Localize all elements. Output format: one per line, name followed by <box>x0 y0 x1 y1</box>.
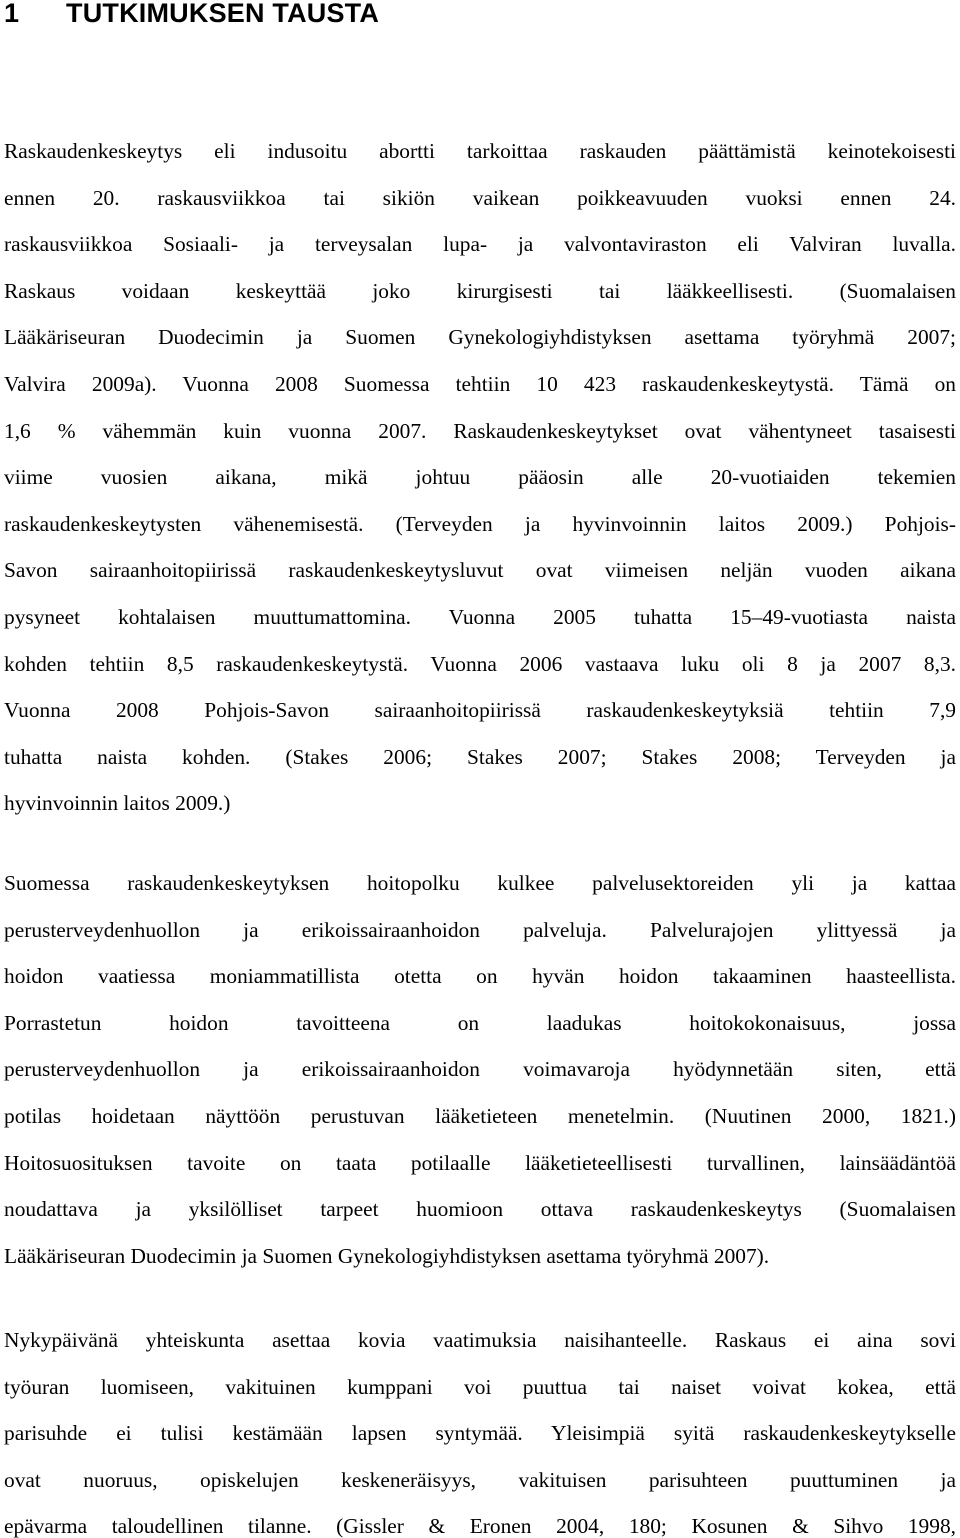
text-line: tuhatta naista kohden. (Stakes 2006; Stakes 2007; Stakes 2008; Terveyden ja <box>4 744 956 769</box>
section-number: 1 <box>4 0 20 28</box>
text-line: viime vuosien aikana, mikä johtuu pääosin alle 20-vuotiaiden tekemien <box>4 465 956 490</box>
text-line: hyvinvoinnin laitos 2009.) <box>4 791 231 816</box>
text-line: ovat nuoruus, opiskelujen keskeneräisyys, vakituisen parisuhteen puuttuminen ja <box>4 1467 956 1492</box>
section-title: TUTKIMUKSEN TAUSTA <box>66 0 380 28</box>
section-heading <box>4 0 379 35</box>
text-line: perusterveydenhuollon ja erikoissairaanhoidon palveluja. Palvelurajojen ylittyessä ja <box>4 917 956 942</box>
text-line: epävarma taloudellinen tilanne. (Gissler & Eronen 2004, 180; Kosunen & Sihvo 1998, <box>4 1514 956 1538</box>
text-line: Raskaus voidaan keskeyttää joko kirurgisesti tai lääkkeellisesti. (Suomalaisen <box>4 278 956 303</box>
text-line: Vuonna 2008 Pohjois-Savon sairaanhoitopiirissä raskaudenkeskeytyksiä tehtiin 7,9 <box>4 698 956 723</box>
text-line: Raskaudenkeskeytys eli indusoitu abortti tarkoittaa raskauden päättämistä keinotekoisesti <box>4 139 956 163</box>
text-line: Valvira 2009a). Vuonna 2008 Suomessa tehtiin 10 423 raskaudenkeskeytystä. Tämä on <box>4 371 956 396</box>
text-line: potilas hoidetaan näyttöön perustuvan lääketieteen menetelmin. (Nuutinen 2000, 1821.) <box>4 1103 956 1128</box>
paragraph-care-pathway <box>4 860 956 1279</box>
text-line: Savon sairaanhoitopiirissä raskaudenkeskeytysluvut ovat viimeisen neljän vuoden aikana <box>4 558 956 583</box>
paragraph-abortion-statistics <box>4 128 956 827</box>
text-line: Nykypäivänä yhteiskunta asettaa kovia vaatimuksia naisihanteelle. Raskaus ei aina sovi <box>4 1328 956 1352</box>
text-line: työuran luomiseen, vakituinen kumppani voi puuttua tai naiset voivat kokea, että <box>4 1374 956 1399</box>
paragraph-reasons <box>4 1317 956 1538</box>
text-line: Hoitosuosituksen tavoite on taata potilaalle lääketieteellisesti turvallinen, lainsäädäntöä <box>4 1150 956 1175</box>
text-line: perusterveydenhuollon ja erikoissairaanhoidon voimavaroja hyödynnetään siten, että <box>4 1057 956 1082</box>
text-line: raskaudenkeskeytysten vähenemisestä. (Terveyden ja hyvinvoinnin laitos 2009.) Pohjois- <box>4 511 956 536</box>
text-line: noudattava ja yksilölliset tarpeet huomioon ottava raskaudenkeskeytys (Suomalaisen <box>4 1197 956 1222</box>
text-line: raskausviikkoa Sosiaali- ja terveysalan lupa- ja valvontaviraston eli Valviran luvalla. <box>4 232 956 257</box>
text-line: Lääkäriseuran Duodecimin ja Suomen Gynekologiyhdistyksen asettama työryhmä 2007). <box>4 1243 770 1268</box>
text-line: Porrastetun hoidon tavoitteena on laadukas hoitokokonaisuus, jossa <box>4 1010 956 1035</box>
text-line: parisuhde ei tulisi kestämään lapsen syntymää. Yleisimpiä syitä raskaudenkeskeytykselle <box>4 1421 956 1446</box>
text-line: Lääkäriseuran Duodecimin ja Suomen Gynekologiyhdistyksen asettama työryhmä 2007; <box>4 325 956 350</box>
text-line: ennen 20. raskausviikkoa tai sikiön vaikean poikkeavuuden vuoksi ennen 24. <box>4 185 956 210</box>
text-line: pysyneet kohtalaisen muuttumattomina. Vuonna 2005 tuhatta 15–49-vuotiasta naista <box>4 604 956 629</box>
text-line: 1,6 % vähemmän kuin vuonna 2007. Raskaudenkeskeytykset ovat vähentyneet tasaisesti <box>4 418 956 443</box>
text-line: hoidon vaatiessa moniammatillista otetta on hyvän hoidon takaaminen haasteellista. <box>4 964 956 989</box>
text-line: kohden tehtiin 8,5 raskaudenkeskeytystä. Vuonna 2006 vastaava luku oli 8 ja 2007 8,3. <box>4 651 956 676</box>
text-line: Suomessa raskaudenkeskeytyksen hoitopolku kulkee palvelusektoreiden yli ja kattaa <box>4 871 956 895</box>
